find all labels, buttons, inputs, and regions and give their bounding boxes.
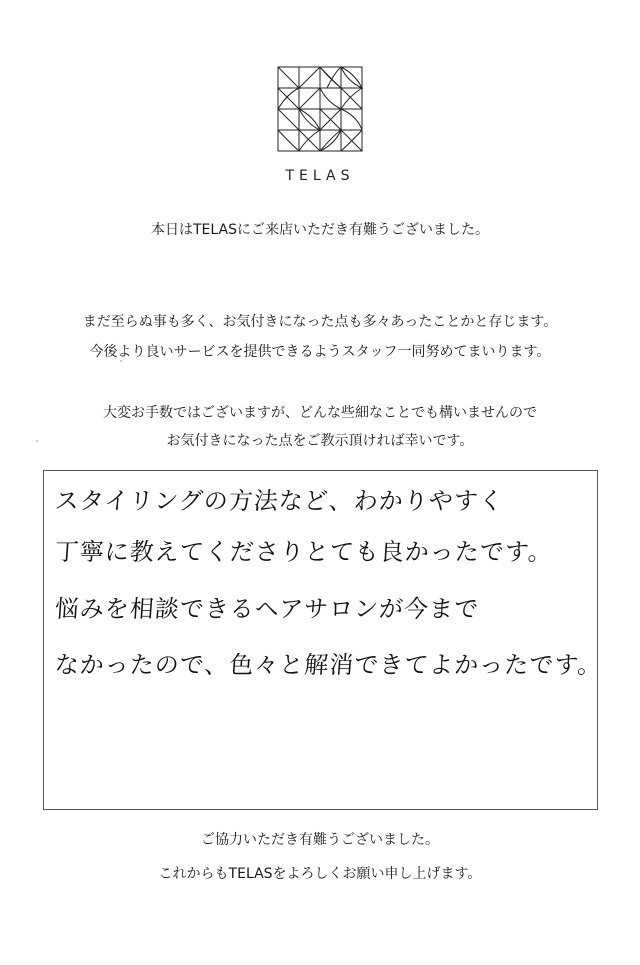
telas-logo-icon (277, 66, 363, 152)
brand-name: TELAS (285, 168, 355, 184)
handwritten-comment-line-4: なかったので、色々と解消できてよかったです。 (53, 651, 604, 679)
handwritten-comment-line-1: スタイリングの方法など、わかりやすく (53, 487, 505, 515)
footer-line-2: これからもTELASをよろしくお願い申し上げます。 (158, 866, 482, 882)
handwritten-comment-line-3: 悩みを相談できるヘアサロンが今まで (53, 595, 481, 623)
thanks-line: 本日はTELASにご来店いただき有難うございました。 (151, 222, 489, 238)
intro-line-1: まだ至らぬ事も多く、お気付きになった点も多々あったことかと存じます。 (82, 314, 558, 330)
paper-speck (120, 360, 122, 362)
request-line-1: 大変お手数ではございますが、どんな些細なことでも構いませんので (103, 405, 537, 421)
handwritten-comment-line-2: 丁寧に教えてくださりとても良かったです。 (53, 538, 554, 566)
footer-line-1: ご協力いただき有難うございました。 (201, 832, 439, 848)
intro-line-2: 今後より良いサービスを提供できるようスタッフ一同努めてまいります。 (89, 344, 551, 360)
request-line-2: お気付きになった点をご教示頂ければ幸いです。 (166, 433, 474, 449)
comment-box (43, 470, 598, 810)
paper-speck (36, 440, 38, 442)
